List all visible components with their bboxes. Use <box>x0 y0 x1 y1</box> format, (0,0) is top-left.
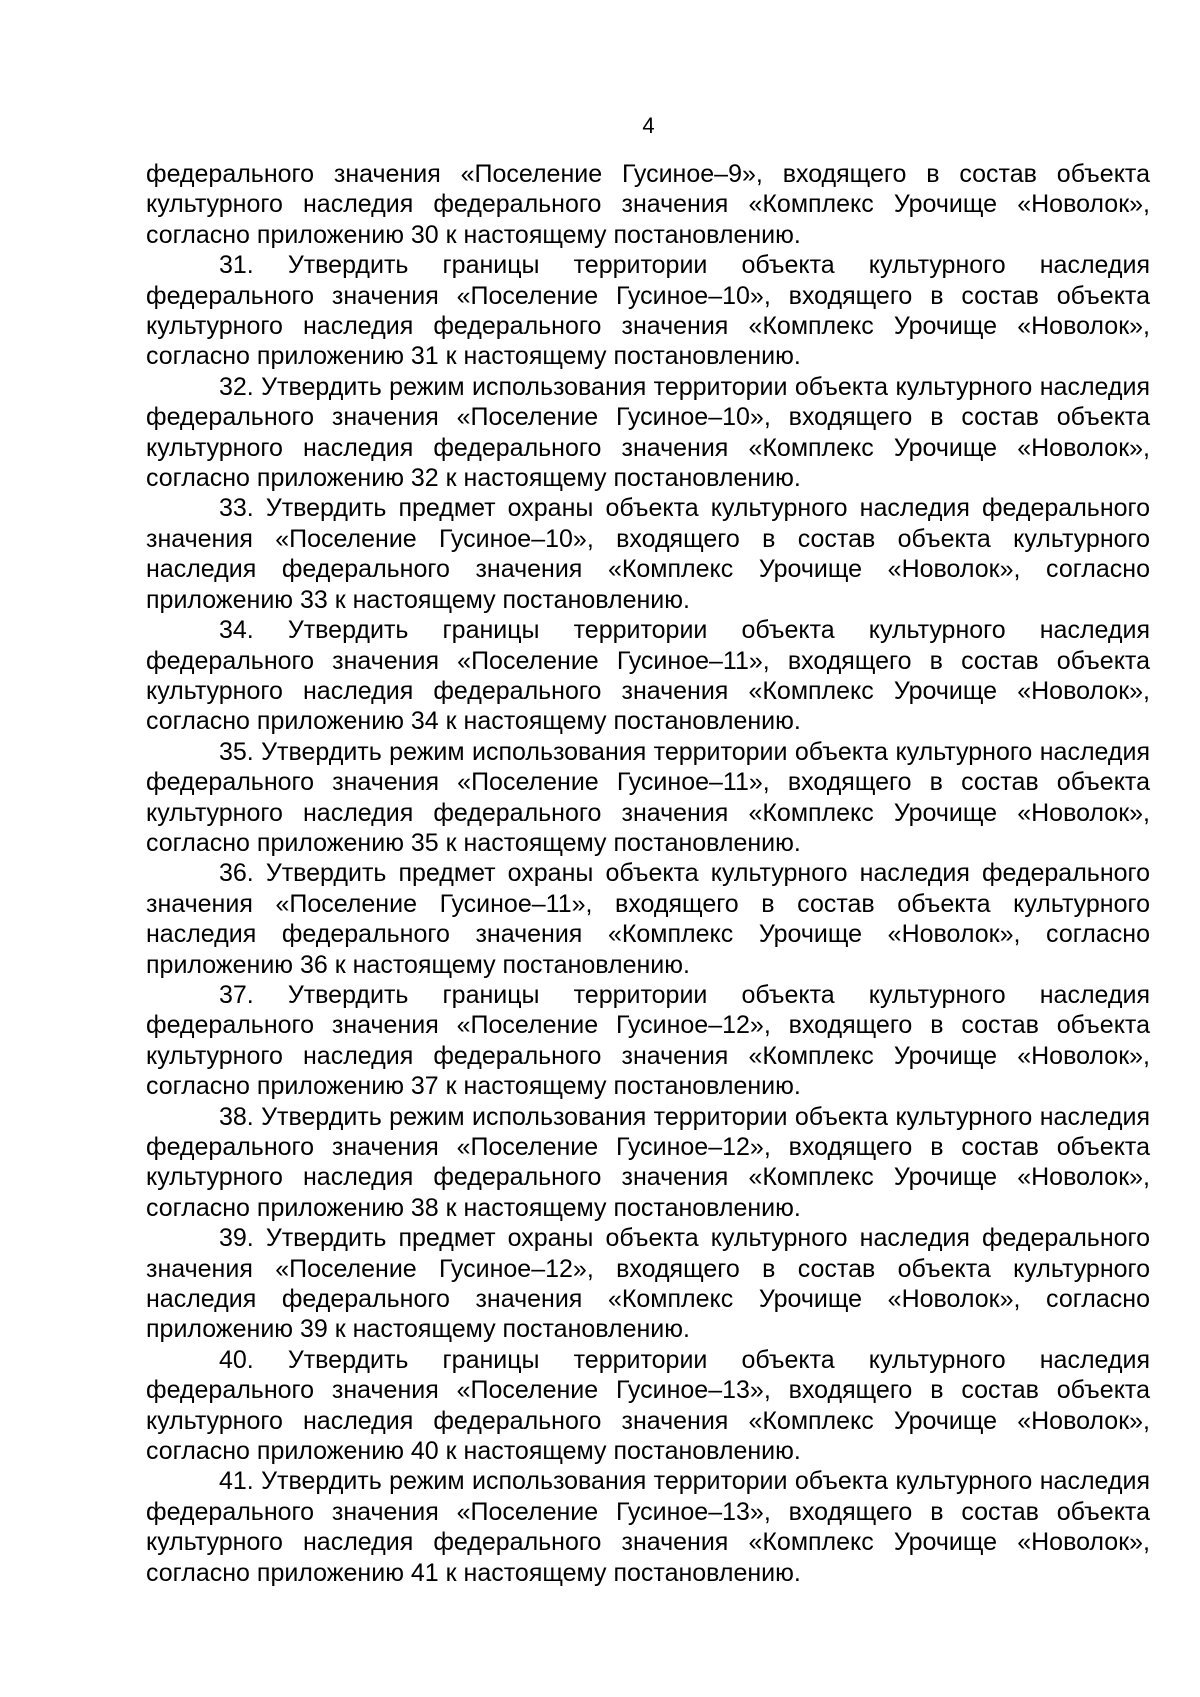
paragraph-item-41: 41. Утвердить режим использования территории объекта культурного наследия федерального значения «Поселение Гусиное–13», входящего в состав объекта культурного наследия федерального значения «Комплекс Урочище «Новолок», согласно приложению 41 к настоящему постановлению. <box>146 1467 1150 1587</box>
paragraph-continuation: федерального значения «Поселение Гусиное–9», входящего в состав объекта культурного наследия федерального значения «Комплекс Урочище «Новолок», согласно приложению 30 к настоящему постановлению. <box>146 160 1150 249</box>
paragraph-item-39: 39. Утвердить предмет охраны объекта культурного наследия федерального значения «Поселение Гусиное–12», входящего в состав объекта культурного наследия федерального значения «Комплекс Урочище «Новолок», согласно приложению 39 к настоящему постановлению. <box>146 1224 1150 1344</box>
document-body <box>146 159 1150 1588</box>
page-number: 4 <box>642 113 655 138</box>
paragraph-item-37: 37. Утвердить границы территории объекта культурного наследия федерального значения «Поселение Гусиное–12», входящего в состав объекта культурного наследия федерального значения «Комплекс Урочище «Новолок», согласно приложению 37 к настоящему постановлению. <box>146 980 1150 1101</box>
paragraph-item-35: 35. Утвердить режим использования территории объекта культурного наследия федерального значения «Поселение Гусиное–11», входящего в состав объекта культурного наследия федерального значения «Комплекс Урочище «Новолок», согласно приложению 35 к настоящему постановлению. <box>146 737 1150 857</box>
paragraph-item-34: 34. Утвердить границы территории объекта культурного наследия федерального значения «Поселение Гусиное–11», входящего в состав объекта культурного наследия федерального значения «Комплекс Урочище «Новолок», согласно приложению 34 к настоящему постановлению. <box>146 616 1150 736</box>
paragraph-item-36: 36. Утвердить предмет охраны объекта культурного наследия федерального значения «Поселение Гусиное–11», входящего в состав объекта культурного наследия федерального значения «Комплекс Урочище «Новолок», согласно приложению 36 к настоящему постановлению. <box>146 859 1150 979</box>
paragraph-item-38: 38. Утвердить режим использования территории объекта культурного наследия федерального значения «Поселение Гусиное–12», входящего в состав объекта культурного наследия федерального значения «Комплекс Урочище «Новолок», согласно приложению 38 к настоящему постановлению. <box>146 1102 1150 1222</box>
paragraph-item-33: 33. Утвердить предмет охраны объекта культурного наследия федерального значения «Поселение Гусиное–10», входящего в состав объекта культурного наследия федерального значения «Комплекс Урочище «Новолок», согласно приложению 33 к настоящему постановлению. <box>146 494 1150 614</box>
paragraph-item-40: 40. Утвердить границы территории объекта культурного наследия федерального значения «Поселение Гусиное–13», входящего в состав объекта культурного наследия федерального значения «Комплекс Урочище «Новолок», согласно приложению 40 к настоящему постановлению. <box>146 1345 1150 1466</box>
paragraph-item-31: 31. Утвердить границы территории объекта культурного наследия федерального значения «Поселение Гусиное–10», входящего в состав объекта культурного наследия федерального значения «Комплекс Урочище «Новолок», согласно приложению 31 к настоящему постановлению. <box>146 251 1150 371</box>
paragraph-item-32: 32. Утвердить режим использования территории объекта культурного наследия федерального значения «Поселение Гусиное–10», входящего в состав объекта культурного наследия федерального значения «Комплекс Урочище «Новолок», согласно приложению 32 к настоящему постановлению. <box>146 372 1150 493</box>
